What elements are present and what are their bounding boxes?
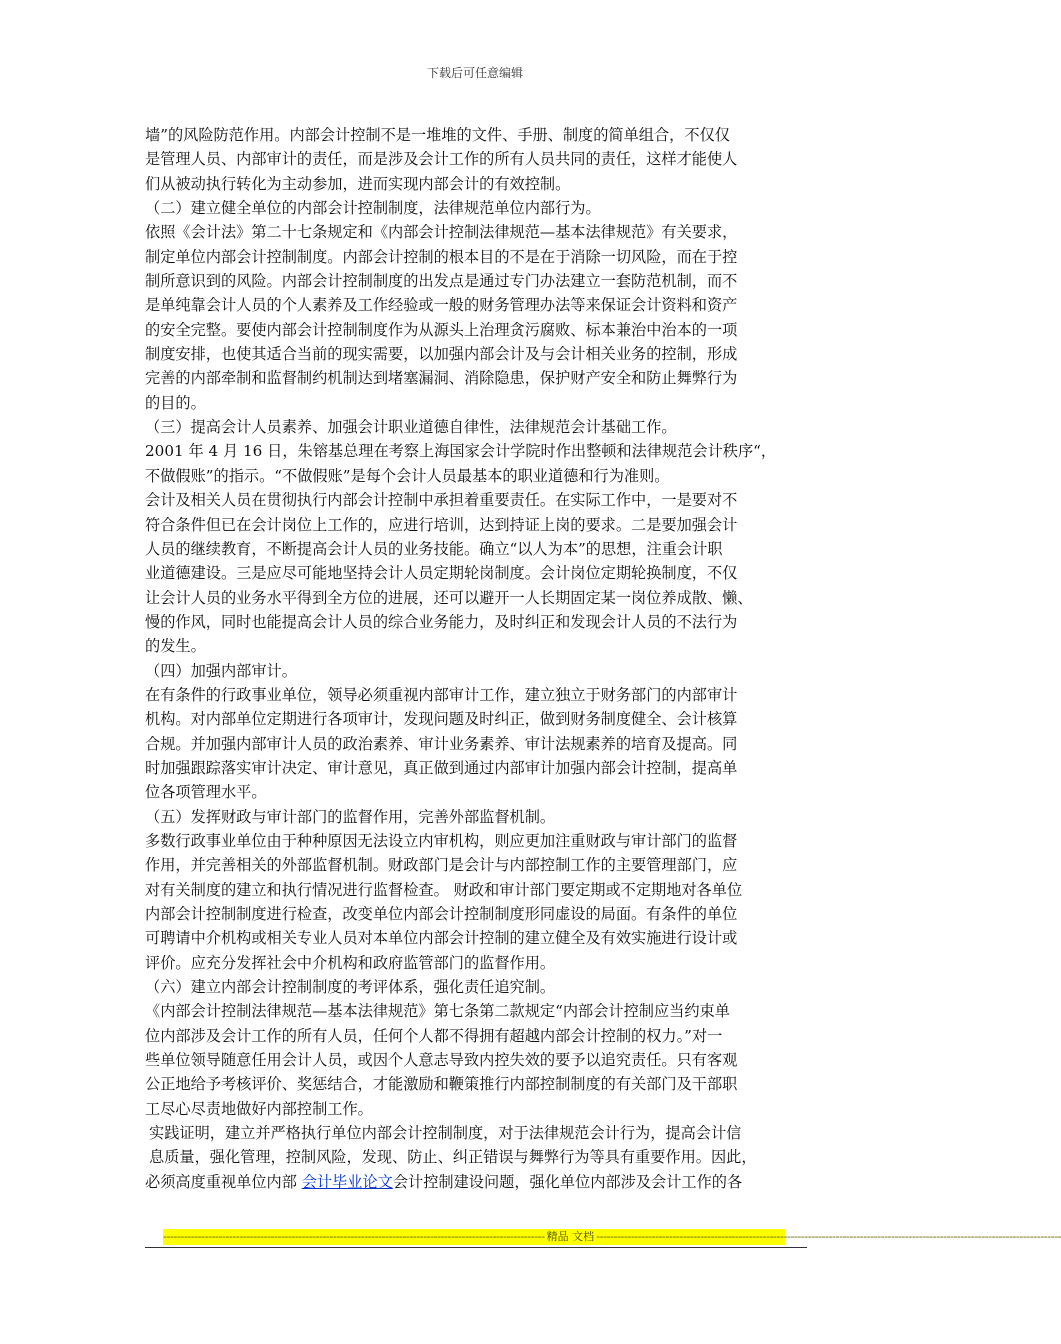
text-segment: 会计控制建设问题，强化单位内部涉及会计工作的各 (392, 1172, 743, 1191)
text-line: 位内部涉及会计工作的所有人员，任何个人都不得拥有超越内部会计控制的权力。”对一 (145, 1026, 723, 1045)
text-line: 是单纯靠会计人员的个人素养及工作经验或一般的财务管理办法等来保证会计资料和资产 (145, 296, 738, 315)
text-segment: 必须高度重视单位内部 (145, 1172, 302, 1191)
text-line: 多数行政事业单位由于种种原因无法设立内审机构，则应更加注重财政与审计部门的监督 (145, 831, 738, 850)
text-line: 制定单位内部会计控制制度。内部会计控制的根本目的不是在于消除一切风险，而在于控 (145, 247, 738, 266)
text-line-with-link (145, 1170, 813, 1194)
section-heading-4: （四）加强内部审计。 (145, 661, 297, 680)
text-line: 慢的作风，同时也能提高会计人员的综合业务能力，及时纠正和发现会计人员的不法行为 (145, 612, 738, 631)
text-line: 可聘请中介机构或相关专业人员对本单位内部会计控制的建立健全及有效实施进行设计或 (145, 929, 738, 948)
text-line: 些单位领导随意任用会计人员，或因个人意志导致内控失效的要予以追究责任。只有客观 (145, 1051, 738, 1070)
section-heading-3: （三）提高会计人员素养、加强会计职业道德自律性，法律规范会计基础工作。 (145, 418, 677, 437)
text-line: 让会计人员的业务水平得到全方位的进展，还可以避开一人长期固定某一岗位养成散、懒、 (145, 588, 753, 607)
section-heading-5: （五）发挥财政与审计部门的监督作用，完善外部监督机制。 (145, 807, 556, 826)
text-line: 在有条件的行政事业单位，领导必须重视内部审计工作，建立独立于财务部门的内部审计 (145, 685, 738, 704)
text-line: 依照《会计法》第二十七条规定和《内部会计控制法律规范—基本法律规范》有关要求， (145, 223, 738, 242)
text-line: 制所意识到的风险。内部会计控制制度的出发点是通过专门办法建立一套防范机制，而不 (145, 272, 738, 291)
text-line: 息质量，强化管理，控制风险，发现、防止、纠正错误与舞弊行为等具有重要作用。因此， (149, 1148, 757, 1167)
text-line: 实践证明，建立并严格执行单位内部会计控制制度，对于法律规范会计行为，提高会计信 (149, 1124, 742, 1143)
text-line: 会计及相关人员在贯彻执行内部会计控制中承担着重要责任。在实际工作中，一是要对不 (145, 491, 738, 510)
text-line: 评价。应充分发挥社会中介机构和政府监管部门的监督作用。 (145, 953, 556, 972)
text-line: 位各项管理水平。 (145, 783, 267, 802)
footer-label: 精品 文档 (546, 1230, 595, 1243)
text-line: 2001 年 4 月 16 日，朱镕基总理在考察上海国家会计学院时作出整顿和法律规范会计秩序“， (145, 442, 777, 461)
text-line: 《内部会计控制法律规范—基本法律规范》第七条第二款规定“内部会计控制应当约束单 (145, 1002, 730, 1021)
text-line: 们从被动执行转化为主动参加，进而实现内部会计的有效控制。 (145, 174, 571, 193)
text-line: 公正地给予考核评价、奖惩结合，才能激励和鞭策推行内部控制制度的有关部门及干部职 (145, 1075, 738, 1094)
footer-dashes-right: -------------------------------------------------------------------------------------------------------------------------------------- (596, 1230, 1061, 1243)
text-line: 不做假账”的指示。“不做假账”是每个会计人员最基本的职业道德和行为准则。 (145, 466, 670, 485)
section-heading-2: （二）建立健全单位的内部会计控制制度，法律规范单位内部行为。 (145, 199, 601, 218)
text-line: 制度安排，也使其适合当前的现实需要，以加强内部会计及与会计相关业务的控制，形成 (145, 345, 738, 364)
text-line: 完善的内部牵制和监督制约机制达到堵塞漏洞、消除隐患，保护财产安全和防止舞弊行为 (145, 369, 738, 388)
thesis-link[interactable]: 会计毕业论文 (301, 1172, 393, 1191)
page-header-note: 下载后可任意编辑 (426, 66, 523, 80)
footer-dashes-left: -------------------------------------------------------------------------------------------------------------- (163, 1230, 545, 1243)
text-line: 对有关制度的建立和执行情况进行监督检查。 财政和审计部门要定期或不定期地对各单位 (145, 880, 743, 899)
text-line: 的发生。 (145, 637, 206, 656)
text-line: 是管理人员、内部审计的责任，而是涉及会计工作的所有人员共同的责任，这样才能使人 (145, 150, 738, 169)
text-line: 作用，并完善相关的外部监督机制。财政部门是会计与内部控制工作的主要管理部门，应 (145, 856, 738, 875)
text-line: 时加强跟踪落实审计决定、审计意见，真正做到通过内部审计加强内部会计控制，提高单 (145, 758, 738, 777)
text-line: 工尽心尽责地做好内部控制工作。 (145, 1099, 373, 1118)
section-heading-6: （六）建立内部会计控制制度的考评体系，强化责任追究制。 (145, 978, 556, 997)
text-line: 合规。并加强内部审计人员的政治素养、审计业务素养、审计法规素养的培育及提高。同 (145, 734, 738, 753)
document-body (145, 123, 813, 1194)
text-line: 业道德建设。三是应尽可能地坚持会计人员定期轮岗制度。会计岗位定期轮换制度，不仅 (145, 564, 738, 583)
footer-divider (145, 1247, 807, 1248)
text-line: 墙”的风险防范作用。内部会计控制不是一堆堆的文件、手册、制度的简单组合，不仅仅 (145, 126, 730, 144)
footer-banner (163, 1229, 1061, 1245)
text-line: 的安全完整。要使内部会计控制制度作为从源头上治理贪污腐败、标本兼治中治本的一项 (145, 320, 738, 339)
text-line: 的目的。 (145, 393, 206, 412)
text-line: 机构。对内部单位定期进行各项审计，发现问题及时纠正，做到财务制度健全、会计核算 (145, 710, 738, 729)
text-line: 人员的继续教育，不断提高会计人员的业务技能。确立“以人为本”的思想，注重会计职 (145, 539, 723, 558)
text-line: 符合条件但已在会计岗位上工作的，应进行培训，达到持证上岗的要求。二是要加强会计 (145, 515, 738, 534)
text-line: 内部会计控制制度进行检查，改变单位内部会计控制制度形同虚设的局面。有条件的单位 (145, 905, 738, 923)
